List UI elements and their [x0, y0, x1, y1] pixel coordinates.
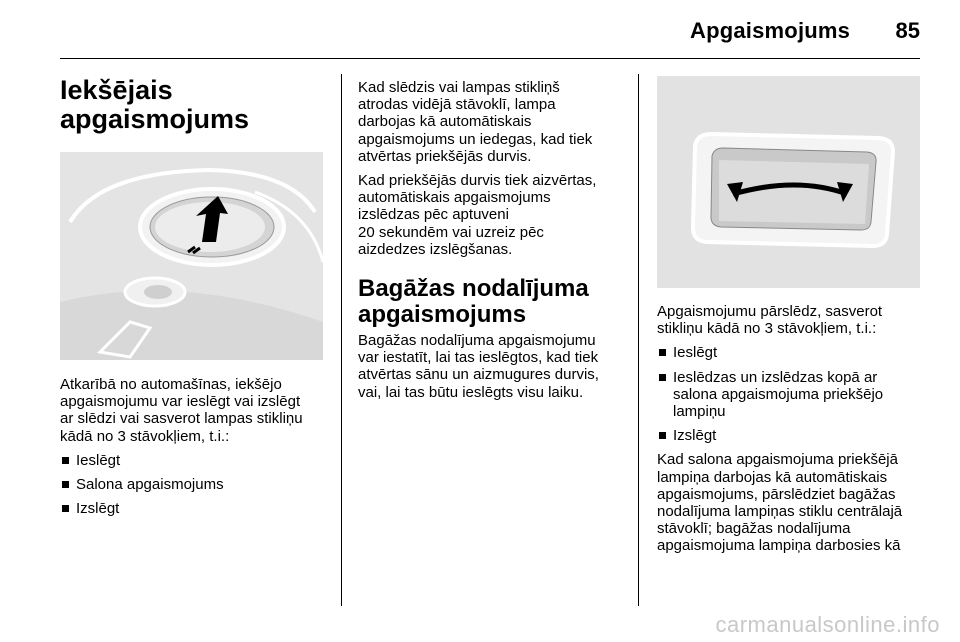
middle-paragraph-2 — [358, 172, 633, 258]
text-line: darbojas kā automātiskais — [358, 113, 532, 131]
text-line: atrodas vidējā stāvoklī, lampa — [358, 96, 556, 114]
luggage-light-illustration — [657, 76, 920, 288]
middle-paragraph-1 — [358, 79, 633, 165]
text-line: Apgaismojumu pārslēdz, sasverot — [657, 303, 883, 320]
page-number: 85 — [895, 18, 920, 43]
text-line: Kad salona apgaismojuma priekšējā — [657, 451, 898, 469]
text-line: Kad slēdzis vai lampas stikliņš — [358, 79, 560, 96]
text-line: aizdedzes izslēgšanas. — [358, 240, 513, 258]
interior-light-drawing — [60, 152, 323, 360]
list-item — [657, 369, 932, 421]
text-line: stāvoklī; bagāžas nodalījuma — [657, 520, 851, 538]
text-line: stikliņu kādā no 3 stāvokļiem, t.i.: — [657, 320, 877, 338]
text-line: apgaismojums, pārslēdziet bagāžas — [657, 485, 896, 503]
heading-line: Iekšējais — [60, 75, 173, 105]
left-column-text — [60, 376, 335, 517]
text-line: Bagāžas nodalījuma apgaismojumu — [358, 332, 596, 350]
text-line: apgaismojumu var ieslēgt vai izslēgt — [60, 393, 301, 411]
right-column — [657, 303, 932, 555]
list-item — [657, 344, 932, 361]
heading-line: Bagāžas nodalījuma — [358, 275, 589, 303]
list-item: Salona apgaismojums — [60, 476, 335, 493]
heading-line: apgaismojums — [358, 301, 527, 329]
column-divider-1 — [341, 74, 342, 606]
intro-paragraph — [60, 376, 335, 445]
middle-paragraph-3 — [358, 332, 633, 401]
column-divider-2 — [638, 74, 639, 606]
section-heading-luggage-lighting — [358, 276, 633, 328]
text-line: Ieslēgt — [673, 344, 718, 362]
right-paragraph-2 — [657, 451, 932, 554]
middle-column — [358, 79, 633, 401]
list-item: Ieslēgt — [60, 452, 335, 469]
text-line: ar slēdzi vai sasverot lampas stikliņu — [60, 410, 303, 428]
section-heading-interior-lighting — [60, 76, 335, 134]
heading-line: apgaismojums — [60, 104, 250, 134]
running-header-title: Apgaismojums — [690, 18, 851, 43]
text-line: apgaismojuma lampiņa darbosies kā — [657, 537, 901, 555]
text-line: Atkarībā no automašīnas, iekšējo — [60, 376, 282, 393]
text-line: atvērtas sānu un aizmugures durvis, — [358, 366, 599, 384]
watermark: carmanualsonline.info — [715, 612, 940, 637]
left-column — [60, 76, 335, 134]
right-paragraph-1 — [657, 303, 932, 337]
text-line: 20 sekundēm vai uzreiz pēc — [358, 223, 544, 241]
text-line: nodalījuma lampiņas stiklu centrālajā — [657, 503, 903, 521]
text-line: lampiņa darbojas kā automātiskais — [657, 468, 888, 486]
text-line: vai, lai tas būtu ieslēgts visu laiku. — [358, 383, 584, 401]
list-item — [657, 427, 932, 444]
text-line: Izslēgt — [673, 427, 717, 445]
luggage-switch-list — [657, 344, 932, 444]
header-rule — [60, 58, 920, 59]
text-line: izslēdzas pēc aptuveni — [358, 206, 509, 224]
list-item: Izslēgt — [60, 500, 335, 517]
text-line: lampiņu — [673, 403, 726, 421]
text-line: atvērtas priekšējās durvis. — [358, 147, 532, 165]
interior-light-illustration — [60, 152, 323, 360]
text-line: apgaismojums un iedegas, kad tiek — [358, 130, 593, 148]
text-line: Ieslēdzas un izslēdzas kopā ar — [673, 368, 878, 386]
luggage-light-drawing — [657, 76, 920, 288]
text-line: salona apgaismojuma priekšējo — [673, 385, 884, 403]
text-line: automātiskais apgaismojums — [358, 189, 551, 207]
switch-position-list — [60, 452, 335, 518]
text-line: Kad priekšējās durvis tiek aizvērtas, — [358, 172, 597, 190]
text-line: var iestatīt, lai tas ieslēgtos, kad tiek — [358, 349, 599, 367]
text-line: kādā no 3 stāvokļiem, t.i.: — [60, 427, 230, 445]
